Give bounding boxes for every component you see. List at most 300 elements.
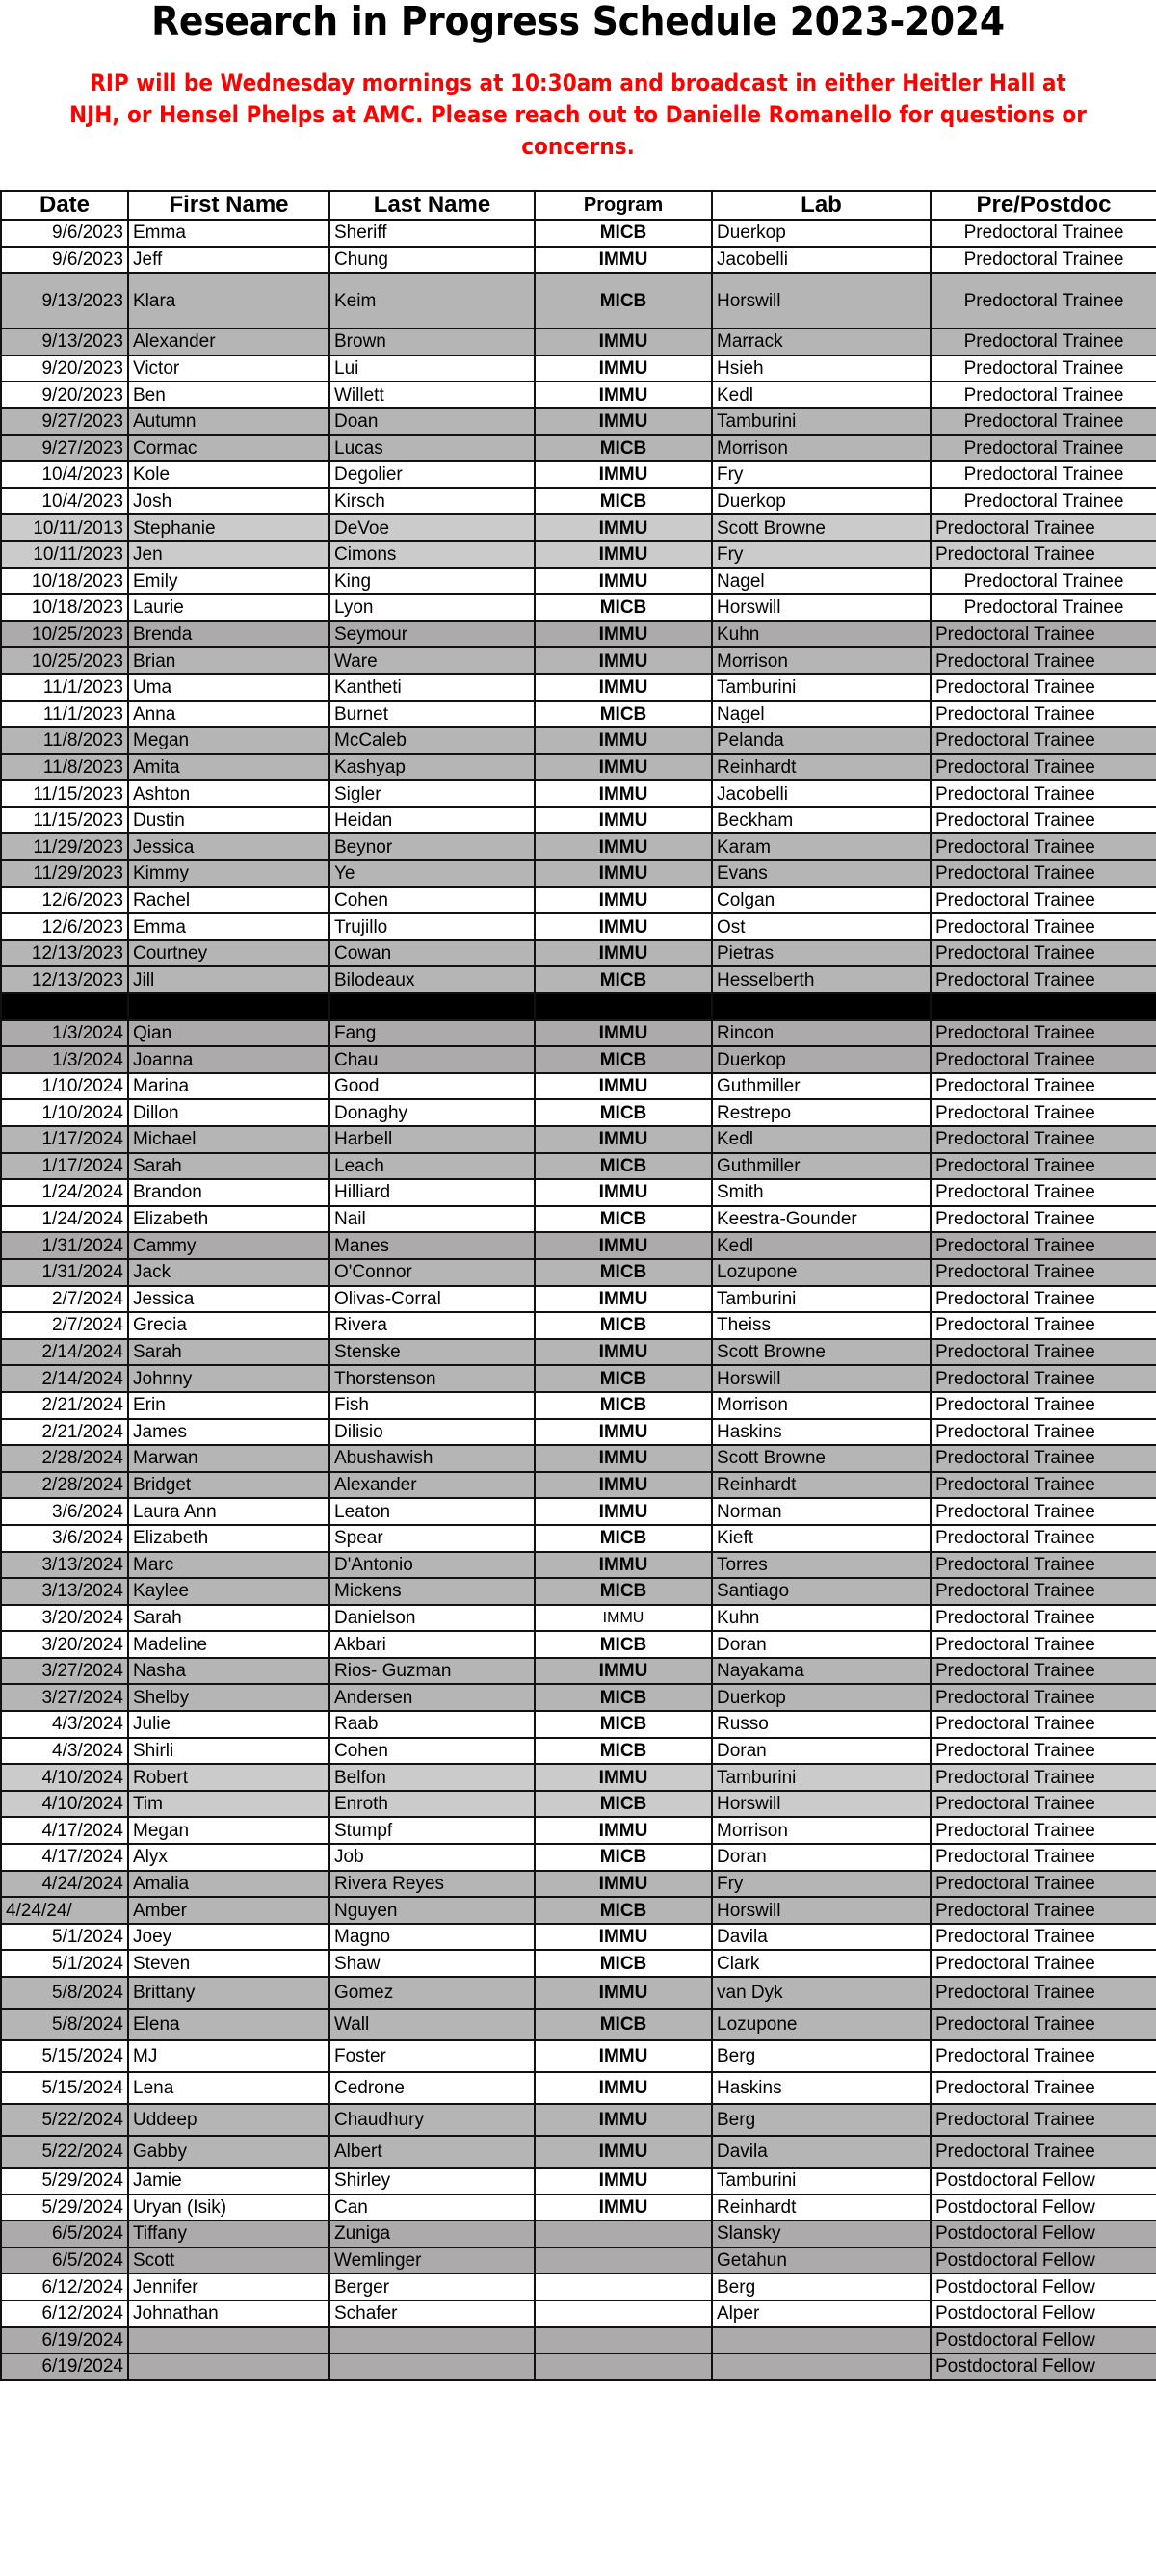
program-cell: MICB <box>535 1312 712 1339</box>
table-row <box>1 701 1156 728</box>
lab-cell: Smith <box>712 1179 931 1206</box>
status-cell: Predoctoral Trainee <box>931 1392 1156 1419</box>
table-row <box>1 1339 1156 1366</box>
date-cell: 3/13/2024 <box>1 1552 128 1579</box>
first-name-cell: Josh <box>128 488 329 515</box>
table-row <box>1 1764 1156 1791</box>
program-cell: MICB <box>535 1578 712 1605</box>
program-cell: IMMU <box>535 860 712 887</box>
program-cell: MICB <box>535 1206 712 1233</box>
lab-cell: Berg <box>712 2104 931 2136</box>
first-name-cell: Megan <box>128 727 329 754</box>
status-cell: Predoctoral Trainee <box>931 1977 1156 2009</box>
date-cell: 5/8/2024 <box>1 1977 128 2009</box>
notice-line: RIP will be Wednesday mornings at 10:30am and broadcast in either Heitler Hall at <box>90 69 1066 96</box>
date-cell: 1/24/2024 <box>1 1179 128 1206</box>
last-name-cell: Lui <box>329 355 535 382</box>
lab-cell: Restrepo <box>712 1099 931 1126</box>
lab-cell: Slansky <box>712 2221 931 2247</box>
date-cell: 5/29/2024 <box>1 2168 128 2195</box>
date-cell: 1/17/2024 <box>1 1126 128 1153</box>
last-name-cell: Ware <box>329 647 535 674</box>
date-cell: 5/29/2024 <box>1 2195 128 2221</box>
date-cell: 9/27/2023 <box>1 435 128 462</box>
table-row <box>1 461 1156 488</box>
program-cell: IMMU <box>535 461 712 488</box>
column-header-program: Program <box>535 191 712 220</box>
lab-cell <box>712 2327 931 2354</box>
lab-cell: Hesselberth <box>712 966 931 993</box>
table-row <box>1 966 1156 993</box>
lab-cell: Pelanda <box>712 727 931 754</box>
lab-cell: Russo <box>712 1711 931 1738</box>
lab-cell: Doran <box>712 1631 931 1658</box>
table-row <box>1 488 1156 515</box>
status-cell: Predoctoral Trainee <box>931 355 1156 382</box>
lab-cell: Tamburini <box>712 1764 931 1791</box>
last-name-cell: Olivas-Corral <box>329 1286 535 1313</box>
status-cell: Predoctoral Trainee <box>931 780 1156 807</box>
table-row <box>1 1046 1156 1073</box>
table-row <box>1 514 1156 541</box>
date-cell: 1/3/2024 <box>1 1020 128 1047</box>
lab-cell: Duerkop <box>712 1046 931 1073</box>
last-name-cell: Danielson <box>329 1605 535 1632</box>
status-cell: Predoctoral Trainee <box>931 488 1156 515</box>
table-row <box>1 2195 1156 2221</box>
date-cell: 2/21/2024 <box>1 1419 128 1446</box>
status-cell: Predoctoral Trainee <box>931 1605 1156 1632</box>
first-name-cell: Lena <box>128 2072 329 2104</box>
column-header-lab: Lab <box>712 191 931 220</box>
date-cell: 6/5/2024 <box>1 2247 128 2274</box>
last-name-cell: Can <box>329 2195 535 2221</box>
last-name-cell: Chau <box>329 1046 535 1073</box>
date-cell: 5/15/2024 <box>1 2040 128 2072</box>
first-name-cell: Alexander <box>128 329 329 355</box>
lab-cell: Karam <box>712 833 931 860</box>
first-name-cell: Jill <box>128 966 329 993</box>
program-cell: IMMU <box>535 807 712 834</box>
table-row <box>1 2353 1156 2380</box>
status-cell: Predoctoral Trainee <box>931 461 1156 488</box>
lab-cell: Nayakama <box>712 1658 931 1685</box>
last-name-cell <box>329 2327 535 2354</box>
date-cell: 6/19/2024 <box>1 2327 128 2354</box>
table-row <box>1 2104 1156 2136</box>
table-row <box>1 1791 1156 1818</box>
table-row <box>1 1525 1156 1552</box>
last-name-cell: Nail <box>329 1206 535 1233</box>
last-name-cell: King <box>329 568 535 595</box>
program-cell: IMMU <box>535 647 712 674</box>
lab-cell: Hsieh <box>712 355 931 382</box>
first-name-cell: Michael <box>128 1126 329 1153</box>
status-cell: Predoctoral Trainee <box>931 807 1156 834</box>
program-cell: MICB <box>535 2009 712 2040</box>
last-name-cell: DeVoe <box>329 514 535 541</box>
last-name-cell: Wall <box>329 2009 535 2040</box>
first-name-cell: Uddeep <box>128 2104 329 2136</box>
lab-cell: Horswill <box>712 594 931 621</box>
last-name-cell: Job <box>329 1844 535 1871</box>
last-name-cell: Gomez <box>329 1977 535 2009</box>
last-name-cell: Stumpf <box>329 1817 535 1844</box>
table-row <box>1 727 1156 754</box>
status-cell: Predoctoral Trainee <box>931 1578 1156 1605</box>
last-name-cell: Good <box>329 1073 535 1100</box>
date-cell: 10/18/2023 <box>1 594 128 621</box>
table-row <box>1 1738 1156 1765</box>
lab-cell: Morrison <box>712 647 931 674</box>
status-cell: Postdoctoral Fellow <box>931 2327 1156 2354</box>
first-name-cell: Amita <box>128 754 329 781</box>
table-row <box>1 2300 1156 2327</box>
program-cell <box>535 2274 712 2300</box>
lab-cell: Guthmiller <box>712 1073 931 1100</box>
table-row <box>1 1605 1156 1632</box>
status-cell: Predoctoral Trainee <box>931 1020 1156 1047</box>
date-cell: 1/31/2024 <box>1 1232 128 1259</box>
lab-cell: Rincon <box>712 1020 931 1047</box>
table-row <box>1 329 1156 355</box>
date-cell: 1/3/2024 <box>1 1046 128 1073</box>
date-cell: 5/22/2024 <box>1 2104 128 2136</box>
status-cell: Predoctoral Trainee <box>931 1684 1156 1711</box>
table-row <box>1 568 1156 595</box>
lab-cell: Torres <box>712 1552 931 1579</box>
lab-cell: Haskins <box>712 2072 931 2104</box>
status-cell: Predoctoral Trainee <box>931 1764 1156 1791</box>
date-cell: 3/27/2024 <box>1 1658 128 1685</box>
status-cell: Predoctoral Trainee <box>931 647 1156 674</box>
page-title: Research in Progress Schedule 2023-2024 <box>151 0 1005 44</box>
program-cell: IMMU <box>535 674 712 701</box>
last-name-cell: Cohen <box>329 887 535 914</box>
status-cell: Predoctoral Trainee <box>931 727 1156 754</box>
program-cell: IMMU <box>535 1020 712 1047</box>
date-cell: 4/17/2024 <box>1 1844 128 1871</box>
program-cell: MICB <box>535 1897 712 1924</box>
date-cell: 9/6/2023 <box>1 247 128 274</box>
notice-line: NJH, or Hensel Phelps at AMC. Please reach out to Danielle Romanello for questions or <box>69 101 1087 128</box>
date-cell: 11/1/2023 <box>1 701 128 728</box>
table-row <box>1 940 1156 967</box>
lab-cell: Kedl <box>712 1232 931 1259</box>
program-cell: MICB <box>535 435 712 462</box>
program-cell: MICB <box>535 1631 712 1658</box>
table-row <box>1 355 1156 382</box>
table-row <box>1 887 1156 914</box>
table-row <box>1 2040 1156 2072</box>
last-name-cell: Rivera Reyes <box>329 1871 535 1898</box>
lab-cell: Tamburini <box>712 2168 931 2195</box>
lab-cell: Fry <box>712 1871 931 1898</box>
last-name-cell: Burnet <box>329 701 535 728</box>
status-cell: Postdoctoral Fellow <box>931 2274 1156 2300</box>
status-cell: Predoctoral Trainee <box>931 1844 1156 1871</box>
status-cell: Predoctoral Trainee <box>931 2040 1156 2072</box>
last-name-cell: Sigler <box>329 780 535 807</box>
status-cell: Predoctoral Trainee <box>931 860 1156 887</box>
table-header-row <box>1 191 1156 220</box>
first-name-cell: Brian <box>128 647 329 674</box>
status-cell: Predoctoral Trainee <box>931 833 1156 860</box>
program-cell: IMMU <box>535 2195 712 2221</box>
date-cell <box>1 993 128 1020</box>
lab-cell: Keestra-Gounder <box>712 1206 931 1233</box>
date-cell: 2/14/2024 <box>1 1365 128 1392</box>
status-cell: Predoctoral Trainee <box>931 1897 1156 1924</box>
last-name-cell: Dilisio <box>329 1419 535 1446</box>
lab-cell: Haskins <box>712 1419 931 1446</box>
last-name-cell: Harbell <box>329 1126 535 1153</box>
program-cell <box>535 2300 712 2327</box>
table-row <box>1 1392 1156 1419</box>
date-cell: 6/5/2024 <box>1 2221 128 2247</box>
program-cell <box>535 2353 712 2380</box>
first-name-cell: Kimmy <box>128 860 329 887</box>
program-cell <box>535 993 712 1020</box>
last-name-cell: Mickens <box>329 1578 535 1605</box>
date-cell: 10/4/2023 <box>1 461 128 488</box>
table-row <box>1 1073 1156 1100</box>
first-name-cell: Brenda <box>128 621 329 648</box>
last-name-cell: Donaghy <box>329 1099 535 1126</box>
first-name-cell: Qian <box>128 1020 329 1047</box>
last-name-cell: Cedrone <box>329 2072 535 2104</box>
date-cell: 4/24/24/ <box>1 1897 128 1924</box>
program-cell: IMMU <box>535 2072 712 2104</box>
lab-cell: Horswill <box>712 1365 931 1392</box>
first-name-cell: Tim <box>128 1791 329 1818</box>
program-cell: IMMU <box>535 381 712 408</box>
date-cell: 11/1/2023 <box>1 674 128 701</box>
program-cell: IMMU <box>535 329 712 355</box>
status-cell: Predoctoral Trainee <box>931 674 1156 701</box>
last-name-cell: Ye <box>329 860 535 887</box>
first-name-cell <box>128 2353 329 2380</box>
lab-cell <box>712 993 931 1020</box>
first-name-cell: Amalia <box>128 1871 329 1898</box>
program-cell: IMMU <box>535 1286 712 1313</box>
program-cell: MICB <box>535 1844 712 1871</box>
lab-cell: Morrison <box>712 435 931 462</box>
table-row <box>1 2009 1156 2040</box>
table-row <box>1 1179 1156 1206</box>
date-cell: 11/15/2023 <box>1 807 128 834</box>
date-cell: 10/25/2023 <box>1 621 128 648</box>
first-name-cell: Ben <box>128 381 329 408</box>
lab-cell: Colgan <box>712 887 931 914</box>
last-name-cell: Albert <box>329 2136 535 2168</box>
last-name-cell: Alexander <box>329 1472 535 1499</box>
first-name-cell: Jamie <box>128 2168 329 2195</box>
first-name-cell: Autumn <box>128 408 329 435</box>
program-cell: IMMU <box>535 1232 712 1259</box>
lab-cell: Fry <box>712 541 931 568</box>
first-name-cell: Stephanie <box>128 514 329 541</box>
first-name-cell: Gabby <box>128 2136 329 2168</box>
last-name-cell: Spear <box>329 1525 535 1552</box>
date-cell: 3/20/2024 <box>1 1631 128 1658</box>
date-cell: 10/25/2023 <box>1 647 128 674</box>
date-cell: 9/27/2023 <box>1 408 128 435</box>
status-cell: Postdoctoral Fellow <box>931 2195 1156 2221</box>
first-name-cell: Uma <box>128 674 329 701</box>
first-name-cell: Grecia <box>128 1312 329 1339</box>
status-cell: Predoctoral Trainee <box>931 1365 1156 1392</box>
program-cell: MICB <box>535 1950 712 1977</box>
lab-cell: Alper <box>712 2300 931 2327</box>
table-row <box>1 1817 1156 1844</box>
program-cell: IMMU <box>535 833 712 860</box>
program-cell: IMMU <box>535 887 712 914</box>
first-name-cell: Elizabeth <box>128 1206 329 1233</box>
table-row <box>1 1552 1156 1579</box>
date-cell: 4/3/2024 <box>1 1711 128 1738</box>
last-name-cell: Raab <box>329 1711 535 1738</box>
last-name-cell: Stenske <box>329 1339 535 1366</box>
first-name-cell: Shirli <box>128 1738 329 1765</box>
first-name-cell: Brandon <box>128 1179 329 1206</box>
first-name-cell: Klara <box>128 273 329 329</box>
table-row <box>1 1871 1156 1898</box>
program-cell: IMMU <box>535 247 712 274</box>
lab-cell: Nagel <box>712 568 931 595</box>
lab-cell: Kuhn <box>712 1605 931 1632</box>
program-cell: MICB <box>535 1711 712 1738</box>
status-cell: Predoctoral Trainee <box>931 1631 1156 1658</box>
table-row <box>1 273 1156 329</box>
status-cell <box>931 993 1156 1020</box>
lab-cell: Getahun <box>712 2247 931 2274</box>
last-name-cell: Enroth <box>329 1791 535 1818</box>
date-cell: 4/24/2024 <box>1 1871 128 1898</box>
lab-cell: Nagel <box>712 701 931 728</box>
first-name-cell: Jennifer <box>128 2274 329 2300</box>
date-cell: 3/6/2024 <box>1 1525 128 1552</box>
date-cell: 2/14/2024 <box>1 1339 128 1366</box>
status-cell: Predoctoral Trainee <box>931 1525 1156 1552</box>
lab-cell: Beckham <box>712 807 931 834</box>
status-cell: Predoctoral Trainee <box>931 1179 1156 1206</box>
last-name-cell: Kashyap <box>329 754 535 781</box>
date-cell: 10/4/2023 <box>1 488 128 515</box>
status-cell: Predoctoral Trainee <box>931 1339 1156 1366</box>
last-name-cell: D'Antonio <box>329 1552 535 1579</box>
table-row <box>1 807 1156 834</box>
status-cell: Postdoctoral Fellow <box>931 2247 1156 2274</box>
program-cell: IMMU <box>535 727 712 754</box>
first-name-cell: Sarah <box>128 1339 329 1366</box>
lab-cell: Duerkop <box>712 220 931 247</box>
last-name-cell: Zuniga <box>329 2221 535 2247</box>
lab-cell: Kieft <box>712 1525 931 1552</box>
status-cell: Predoctoral Trainee <box>931 2104 1156 2136</box>
date-cell: 11/15/2023 <box>1 780 128 807</box>
lab-cell: Duerkop <box>712 1684 931 1711</box>
date-cell: 6/12/2024 <box>1 2274 128 2300</box>
lab-cell: Scott Browne <box>712 1339 931 1366</box>
last-name-cell: Berger <box>329 2274 535 2300</box>
date-cell: 1/31/2024 <box>1 1259 128 1286</box>
date-cell: 10/11/2023 <box>1 541 128 568</box>
lab-cell: Doran <box>712 1844 931 1871</box>
first-name-cell: Marc <box>128 1552 329 1579</box>
first-name-cell: Uryan (Isik) <box>128 2195 329 2221</box>
program-cell: IMMU <box>535 568 712 595</box>
status-cell: Predoctoral Trainee <box>931 568 1156 595</box>
status-cell: Predoctoral Trainee <box>931 913 1156 940</box>
first-name-cell: Amber <box>128 1897 329 1924</box>
program-cell: IMMU <box>535 940 712 967</box>
first-name-cell: Sarah <box>128 1605 329 1632</box>
table-row <box>1 2072 1156 2104</box>
program-cell: IMMU <box>535 1126 712 1153</box>
date-cell: 9/13/2023 <box>1 273 128 329</box>
last-name-cell: Fang <box>329 1020 535 1047</box>
status-cell: Predoctoral Trainee <box>931 1950 1156 1977</box>
table-row <box>1 1950 1156 1977</box>
program-cell: IMMU <box>535 1073 712 1100</box>
table-row <box>1 1259 1156 1286</box>
first-name-cell: Elizabeth <box>128 1525 329 1552</box>
lab-cell: Scott Browne <box>712 514 931 541</box>
date-cell: 9/20/2023 <box>1 381 128 408</box>
lab-cell: Tamburini <box>712 408 931 435</box>
lab-cell: Horswill <box>712 1791 931 1818</box>
date-cell: 11/29/2023 <box>1 860 128 887</box>
status-cell: Predoctoral Trainee <box>931 1073 1156 1100</box>
first-name-cell: Laurie <box>128 594 329 621</box>
table-row <box>1 1472 1156 1499</box>
program-cell: MICB <box>535 220 712 247</box>
last-name-cell <box>329 2353 535 2380</box>
first-name-cell: Jack <box>128 1259 329 1286</box>
first-name-cell: Jessica <box>128 833 329 860</box>
last-name-cell: Bilodeaux <box>329 966 535 993</box>
last-name-cell: Manes <box>329 1232 535 1259</box>
column-header-last-name: Last Name <box>329 191 535 220</box>
last-name-cell: Akbari <box>329 1631 535 1658</box>
program-cell: IMMU <box>535 2136 712 2168</box>
date-cell: 3/27/2024 <box>1 1684 128 1711</box>
last-name-cell: Lucas <box>329 435 535 462</box>
program-cell: IMMU <box>535 2040 712 2072</box>
last-name-cell: Kirsch <box>329 488 535 515</box>
last-name-cell: Fish <box>329 1392 535 1419</box>
program-cell: MICB <box>535 1153 712 1180</box>
lab-cell: Kuhn <box>712 621 931 648</box>
last-name-cell: Brown <box>329 329 535 355</box>
lab-cell: Ost <box>712 913 931 940</box>
last-name-cell: Hilliard <box>329 1179 535 1206</box>
first-name-cell: Kole <box>128 461 329 488</box>
table-row <box>1 1977 1156 2009</box>
date-cell: 9/20/2023 <box>1 355 128 382</box>
last-name-cell: Kantheti <box>329 674 535 701</box>
status-cell: Predoctoral Trainee <box>931 2009 1156 2040</box>
status-cell: Predoctoral Trainee <box>931 2136 1156 2168</box>
status-cell: Predoctoral Trainee <box>931 1232 1156 1259</box>
program-cell: IMMU <box>535 754 712 781</box>
lab-cell: Scott Browne <box>712 1445 931 1472</box>
status-cell: Predoctoral Trainee <box>931 621 1156 648</box>
first-name-cell: Johnny <box>128 1365 329 1392</box>
date-cell: 4/10/2024 <box>1 1791 128 1818</box>
column-header-pre-postdoc: Pre/Postdoc <box>931 191 1156 220</box>
